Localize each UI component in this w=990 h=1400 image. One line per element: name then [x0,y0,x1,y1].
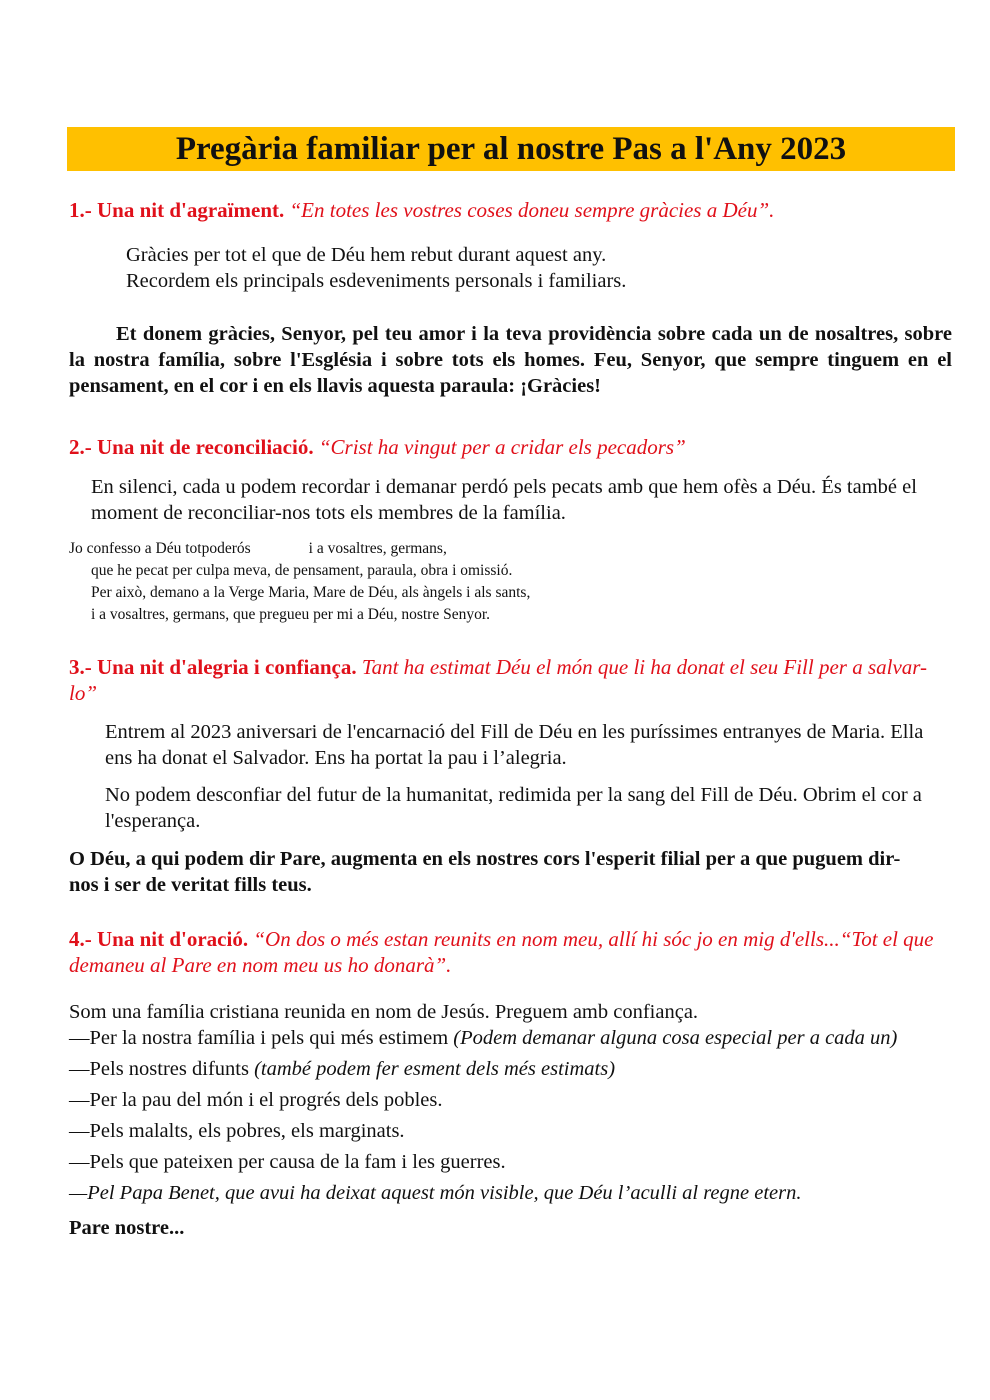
intention-item: —Per la pau del món i el progrés dels pobles. [69,1089,443,1111]
intention-item [69,1025,957,1051]
confiteor-text: Jo confesso a Déu totpoderós [69,540,251,557]
section-1-line: Recordem els principals esdeveniments personals i familiars. [126,270,627,292]
intention-item [69,1056,957,1082]
section-3-prayer: O Déu, a qui podem dir Pare, augmenta en els nostres cors l'esperit filial per a que puguem dir-nos i ser de veritat fills teus. [69,848,901,896]
intention-item: —Pel Papa Benet, que avui ha deixat aquest món visible, que Déu l’aculli al regne etern. [69,1182,802,1204]
section-2-heading [69,434,949,460]
intention-item: —Pels malalts, els pobres, els marginats. [69,1120,405,1142]
section-2-title: 2.- Una nit de reconciliació. [69,435,314,459]
section-1-line: Gràcies per tot el que de Déu hem rebut durant aquest any. [126,244,607,266]
confiteor-text: i a vosaltres, germans, [308,540,447,557]
section-3-title: 3.- Una nit d'alegria i confiança. [69,655,357,679]
section-1-lines [126,242,926,294]
intentions-list [69,999,957,1241]
page-title: Pregària familiar per al nostre Pas a l'Any 2023 [175,131,847,167]
title-banner [67,127,955,171]
confiteor [69,538,949,626]
intention-item: —Pels que pateixen per causa de la fam i les guerres. [69,1151,506,1173]
section-4-heading [69,926,954,978]
closing-prayer: Pare nostre... [69,1217,185,1239]
confiteor-line [69,538,949,560]
section-1-prayer: Et donem gràcies, Senyor, pel teu amor i la teva providència sobre cada un de nosaltres, sobre la nostra família, sobre l'Església i sobre tots els homes. Feu, Senyor, que sempre tinguem en el pensament, en el cor i en els llavis aquesta paraula: ¡Gràcies! [69,323,952,397]
intention-text: —Pels nostres difunts [69,1058,255,1080]
section-1-quote: “En totes les vostres coses doneu sempre gràcies a Déu”. [289,198,775,222]
confiteor-line: que he pecat per culpa meva, de pensament, paraula, obra i omissió. [91,562,513,579]
section-2-paragraph: En silenci, cada u podem recordar i demanar perdó pels pecats amb que hem ofès a Déu. És també el moment de reconciliar-nos tots els membres de la família. [91,476,917,524]
section-1-heading [69,197,949,223]
section-3-paragraph: No podem desconfiar del futur de la humanitat, redimida per la sang del Fill de Déu. Obrim el cor a l'esperança. [105,784,922,832]
section-3-heading [69,654,949,706]
intention-text: —Per la nostra família i pels qui més estimem [69,1027,454,1049]
intention-note: (Podem demanar alguna cosa especial per a cada un) [453,1027,898,1049]
section-2-quote: “Crist ha vingut per a cridar els pecadors” [318,435,686,459]
section-3-paragraph: Entrem al 2023 aniversari de l'encarnació del Fill de Déu en les puríssimes entranyes de Maria. Ella ens ha donat el Salvador. Ens ha portat la pau i l’alegria. [105,721,924,769]
section-1-title: 1.- Una nit d'agraïment. [69,198,285,222]
section-3-quote: Tant ha estimat Déu el món que li ha donat el seu Fill per a salvar-lo” [69,655,928,705]
section-4-quote: “On dos o més estan reunits en nom meu, allí hi sóc jo en mig d'ells...“Tot el que demaneu al Pare en nom meu us ho donarà”. [69,927,934,977]
intentions-intro: Som una família cristiana reunida en nom de Jesús. Preguem amb confiança. [69,1001,699,1023]
intention-note: (també podem fer esment dels més estimats) [254,1058,616,1080]
confiteor-line: i a vosaltres, germans, que pregueu per mi a Déu, nostre Senyor. [91,606,491,623]
section-4-title: 4.- Una nit d'oració. [69,927,249,951]
confiteor-line: Per això, demano a la Verge Maria, Mare de Déu, als àngels i als sants, [91,584,531,601]
